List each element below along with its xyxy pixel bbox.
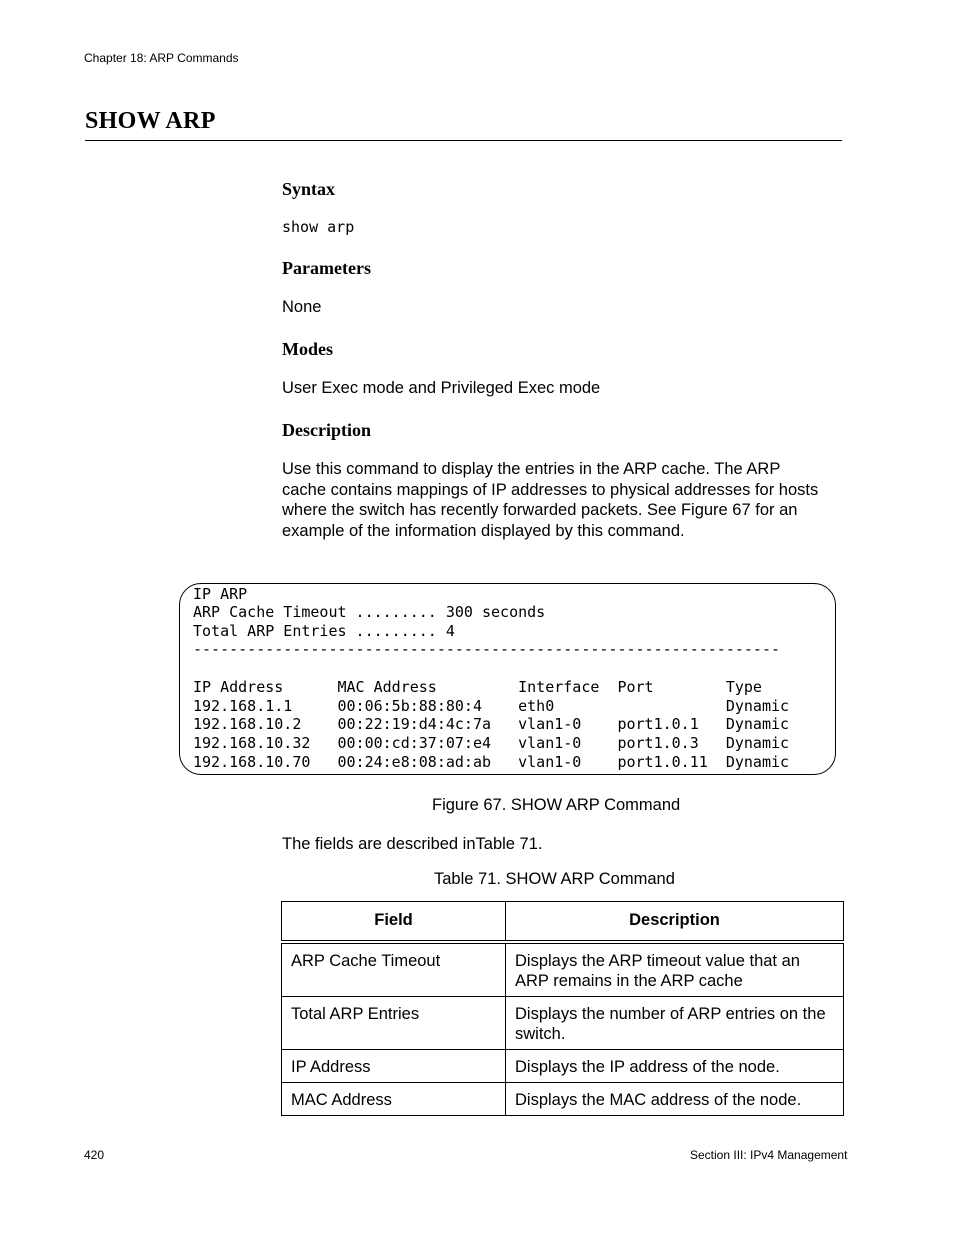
description-cell: Displays the IP address of the node. (506, 1050, 844, 1083)
description-cell: Displays the ARP timeout value that an ARP remains in the ARP cache (506, 942, 844, 997)
field-cell: MAC Address (282, 1083, 506, 1116)
description-text (282, 459, 847, 541)
running-header: Chapter 18: ARP Commands (84, 51, 239, 65)
modes-heading: Modes (282, 339, 333, 359)
description-heading: Description (282, 420, 371, 440)
syntax-heading: Syntax (282, 179, 336, 199)
cli-line: ----------------------------------------------------------------- (193, 640, 780, 658)
title-rule (85, 140, 842, 141)
field-cell: IP Address (282, 1050, 506, 1083)
fields-intro: The fields are described inTable 71. (282, 835, 543, 853)
field-cell: Total ARP Entries (282, 997, 506, 1050)
table-row (282, 997, 844, 1050)
table-row (282, 1083, 844, 1116)
column-header: Description (506, 902, 844, 943)
description-line: example of the information displayed by this command. (282, 521, 685, 540)
description-line: where the switch has recently forwarded packets. See Figure 67 for an (282, 501, 798, 519)
fields-table (281, 901, 844, 1116)
figure-caption: Figure 67. SHOW ARP Command (432, 796, 681, 814)
cli-line: ARP Cache Timeout ......... 300 seconds (193, 603, 546, 621)
cli-line: 192.168.10.32 00:00:cd:37:07:e4 vlan1-0 port1.0.3 Dynamic (193, 734, 790, 752)
syntax-code: show arp (282, 218, 355, 236)
table-caption: Table 71. SHOW ARP Command (434, 870, 675, 888)
column-header: Field (282, 902, 506, 943)
description-cell: Displays the MAC address of the node. (506, 1083, 844, 1116)
cli-line: Total ARP Entries ......... 4 (193, 622, 455, 640)
cli-line: 192.168.10.2 00:22:19:d4:4c:7a vlan1-0 port1.0.1 Dynamic (193, 715, 790, 733)
cli-line: 192.168.10.70 00:24:e8:08:ad:ab vlan1-0 port1.0.11 Dynamic (193, 753, 790, 771)
description-cell: Displays the number of ARP entries on the switch. (506, 997, 844, 1050)
modes-text: User Exec mode and Privileged Exec mode (282, 379, 601, 397)
cli-line: 192.168.1.1 00:06:5b:88:80:4 eth0 Dynamic (193, 697, 790, 715)
parameters-heading: Parameters (282, 258, 371, 278)
table-row (282, 942, 844, 997)
parameters-text: None (282, 298, 322, 316)
cli-line: IP Address MAC Address Interface Port Type (193, 678, 762, 696)
page-title: SHOW ARP (85, 108, 216, 134)
page-number: 420 (84, 1148, 105, 1162)
description-line: Use this command to display the entries in the ARP cache. The ARP (282, 460, 781, 478)
field-cell: ARP Cache Timeout (282, 942, 506, 997)
running-footer: Section III: IPv4 Management (690, 1148, 848, 1162)
description-line: cache contains mappings of IP addresses to physical addresses for hosts (282, 480, 819, 499)
table-row (282, 1050, 844, 1083)
table-header-row (282, 902, 844, 943)
cli-line: IP ARP (193, 585, 248, 603)
